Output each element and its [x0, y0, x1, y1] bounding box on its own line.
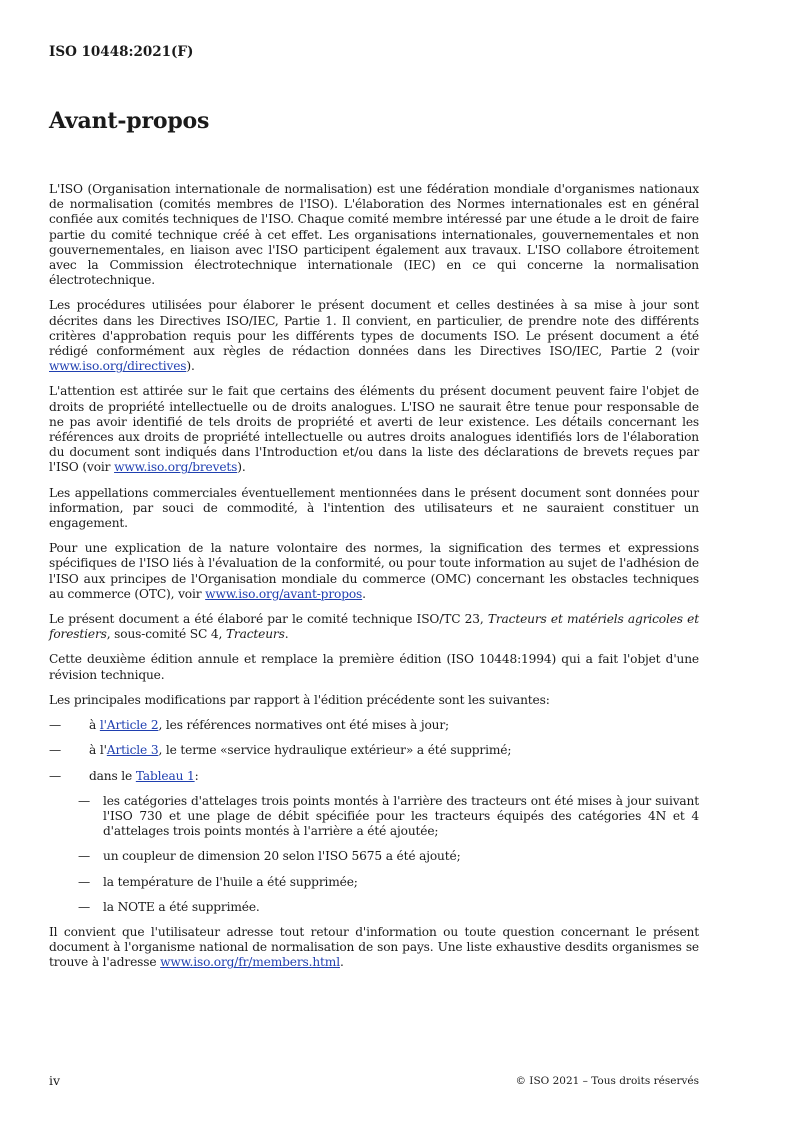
- paragraph-procedures: Les procédures utilisées pour élaborer le présent document et celles destinées à sa mise à jour sont décrites dans les Directives ISO/IEC, Partie 1. Il convient, en particulier, de prendre note des différents critères d'approbation requis pour les différents types de documents ISO. Le présent document a été rédigé conformément aux règles de rédaction données dans les Directives ISO/IEC, Partie 2 (voir www.iso.org/directives).: [49, 298, 699, 374]
- paragraph-voluntary: Pour une explication de la nature volontaire des normes, la signification des termes et expressions spécifiques de l'ISO liés à l'évaluation de la conformité, ou pour toute information au sujet de l'adhésion de l'ISO aux principes de l'Organisation mondiale du commerce (OMC) concernant les obstacles techniques au commerce (OTC), voir www.iso.org/avant-propos.: [49, 541, 699, 601]
- link-avant-propos[interactable]: www.iso.org/avant-propos: [205, 586, 363, 601]
- paragraph-patents: L'attention est attirée sur le fait que certains des éléments du présent document peuvent faire l'objet de droits de propriété intellectuelle ou de droits analogues. L'ISO ne saurait être tenue pour responsable de ne pas avoir identifié de tels droits de propriété et averti de leur existence. Les détails concernant les références aux droits de propriété intellectuelle ou autres droits analogues identifiés lors de l'élaboration du document sont indiqués dans l'Introduction et/ou dans la liste des déclarations de brevets reçues par l'ISO (voir www.iso.org/brevets).: [49, 384, 699, 475]
- link-article-2[interactable]: l'Article 2: [99, 718, 159, 733]
- paragraph-edition: Cette deuxième édition annule et remplace la première édition (ISO 10448:1994) qui a fait l'objet d'une révision technique.: [49, 652, 699, 682]
- page-title: Avant-propos: [49, 108, 210, 134]
- link-directives[interactable]: www.iso.org/directives: [49, 359, 187, 374]
- copyright-notice: © ISO 2021 – Tous droits réservés: [515, 1075, 699, 1087]
- paragraph-trade-names: Les appellations commerciales éventuellement mentionnées dans le présent document sont données pour information, par souci de commodité, à l'intention des utilisateurs et ne sauraient constituer un engagement.: [49, 485, 699, 531]
- list-item: — à l'Article 2, les références normatives ont été mises à jour;: [49, 718, 449, 733]
- foreword-body: [49, 182, 699, 981]
- page-number: iv: [49, 1073, 61, 1088]
- list-item: — dans le Tableau 1:: [49, 768, 199, 783]
- sub-list-item: — un coupleur de dimension 20 selon l'ISO 5675 a été ajouté;: [78, 849, 461, 864]
- sub-list-item: — la température de l'huile a été supprimée;: [78, 874, 358, 889]
- list-item: — à l'Article 3, le terme «service hydraulique extérieur» a été supprimé;: [49, 743, 512, 758]
- link-tableau-1[interactable]: Tableau 1: [135, 768, 195, 783]
- paragraph-changes-intro: Les principales modifications par rapport à l'édition précédente sont les suivantes:: [49, 692, 550, 707]
- sub-list-item: — les catégories d'attelages trois points montés à l'arrière des tracteurs ont été mises à jour suivant l'ISO 730 et une plage de débit spécifiée pour les tracteurs équipés des catégories 4N et 4 d'attelages trois points montés à l'arrière a été ajoutée;: [78, 793, 699, 839]
- document-id: ISO 10448:2021(F): [49, 44, 194, 60]
- link-article-3[interactable]: Article 3: [106, 743, 159, 758]
- link-members[interactable]: www.iso.org/fr/members.html: [160, 955, 340, 970]
- paragraph-committee: Le présent document a été élaboré par le comité technique ISO/TC 23, Tracteurs et matériels agricoles et forestiers, sous-comité SC 4, Tracteurs.: [49, 612, 699, 642]
- paragraph-feedback: Il convient que l'utilisateur adresse tout retour d'information ou toute question concernant le présent document à l'organisme national de normalisation de son pays. Une liste exhaustive desdits organismes se trouve à l'adresse www.iso.org/fr/members.html.: [49, 924, 699, 970]
- link-brevets[interactable]: www.iso.org/brevets: [114, 460, 238, 475]
- paragraph-iso-intro: L'ISO (Organisation internationale de normalisation) est une fédération mondiale d'organismes nationaux de normalisation (comités membres de l'ISO). L'élaboration des Normes internationales est en général confiée aux comités techniques de l'ISO. Chaque comité membre intéressé par une étude a le droit de faire partie du comité technique créé à cet effet. Les organisations internationales, gouvernementales et non gouvernementales, en liaison avec l'ISO participent également aux travaux. L'ISO collabore étroitement avec la Commission électrotechnique internationale (IEC) en ce qui concerne la normalisation électrotechnique.: [49, 182, 699, 288]
- sub-list-item: — la NOTE a été supprimée.: [78, 899, 260, 914]
